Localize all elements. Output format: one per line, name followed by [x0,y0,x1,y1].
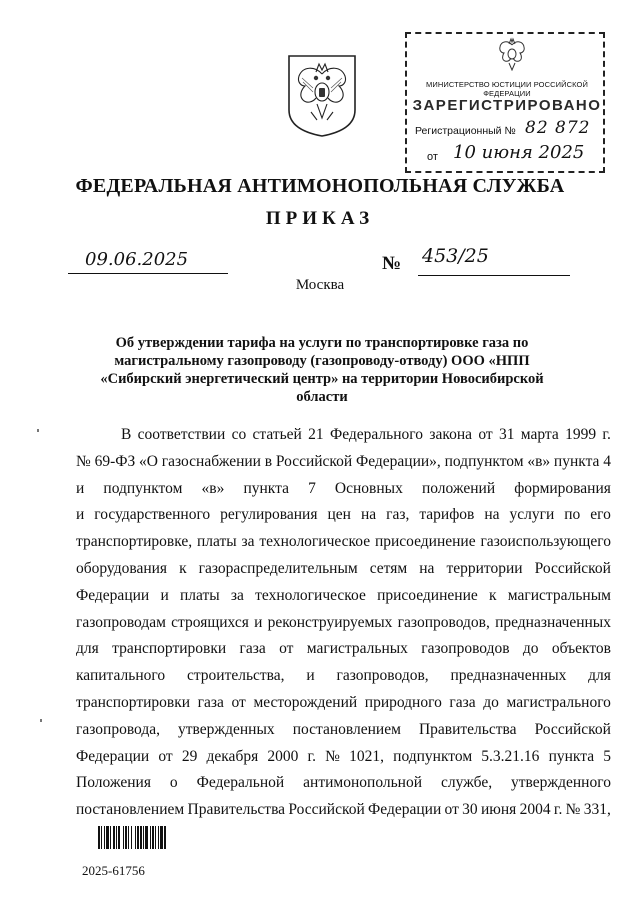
document-type: ПРИКАЗ [265,208,375,229]
stamp-registered-text: ЗАРЕГИСТРИРОВАНО [412,97,602,114]
stamp-date: 10 июня 2025 [453,142,585,163]
city: Москва [295,277,345,293]
date-underline [68,273,228,274]
body-line: газопроводам строящихся и реконструируемых газопроводов, предназначенных [76,613,611,631]
body-line: оборудования к газораспределительным сетям на территории Российской [76,559,611,577]
stamp-ministry-text: МИНИСТЕРСТВО ЮСТИЦИИ РОССИЙСКОЙ ФЕДЕРАЦИИ [426,80,588,98]
body-line: транспортировки газа от месторождений природного газа до магистрального [76,693,611,711]
order-date: 09.06.2025 [85,249,189,270]
stamp-from-label: от [427,151,438,163]
scan-mark [40,719,42,722]
body-line: и государственного регулирования цен на газ, тарифов на услуги по его [76,506,611,524]
body-line: № 69-ФЗ «О газоснабжении в Российской Федерации», подпунктом «в» пункта 4 [76,452,611,470]
body-line: Федерации и платы за технологическое присоединение к магистральным [76,586,611,604]
agency-name: ФЕДЕРАЛЬНАЯ АНТИМОНОПОЛЬНАЯ СЛУЖБА [75,175,565,197]
body-line: для транспортировки газа от магистральных газопроводов до объектов [76,640,611,658]
body-line: капитального строительства, и газопроводов, предназначенных для [76,667,611,685]
stamp-emblem-icon [496,37,528,71]
body-line: транспортировке, платы за технологическое присоединение газоиспользующего [76,533,611,551]
scan-mark [37,429,39,432]
body-line: газопровода, утвержденных постановлением Правительства Российской [76,720,611,738]
body-line: и подпунктом «в» пункта 7 Основных положений формирования [76,479,611,497]
body-text [76,422,611,824]
order-number-label: № [382,253,402,274]
number-underline [418,275,570,276]
coat-of-arms-emblem [283,52,361,138]
body-line: Федерации от 29 декабря 2000 г. № 1021, подпунктом 5.3.21.16 пункта 5 [76,747,611,765]
stamp-reg-number: 82 872 [525,118,591,138]
body-line: В соответствии со статьей 21 Федерального закона от 31 марта 1999 г. [121,426,611,443]
body-line: Положения о Федеральной антимонопольной службе, утвержденного [76,774,611,792]
registration-stamp [405,32,605,173]
stamp-reg-label: Регистрационный № [415,125,516,137]
document-code: 2025-61756 [82,863,145,878]
barcode [98,826,194,849]
body-line: постановлением Правительства Российской Федерации от 30 июня 2004 г. № 331, [76,801,611,819]
order-number: 453/25 [422,245,489,267]
order-title: Об утверждении тарифа на услуги по транспортировке газа по магистральному газопроводу (газопроводу-отводу) ООО «НПП «Сибирский энергетический центр» на территории Новосибирской области [100,335,544,405]
